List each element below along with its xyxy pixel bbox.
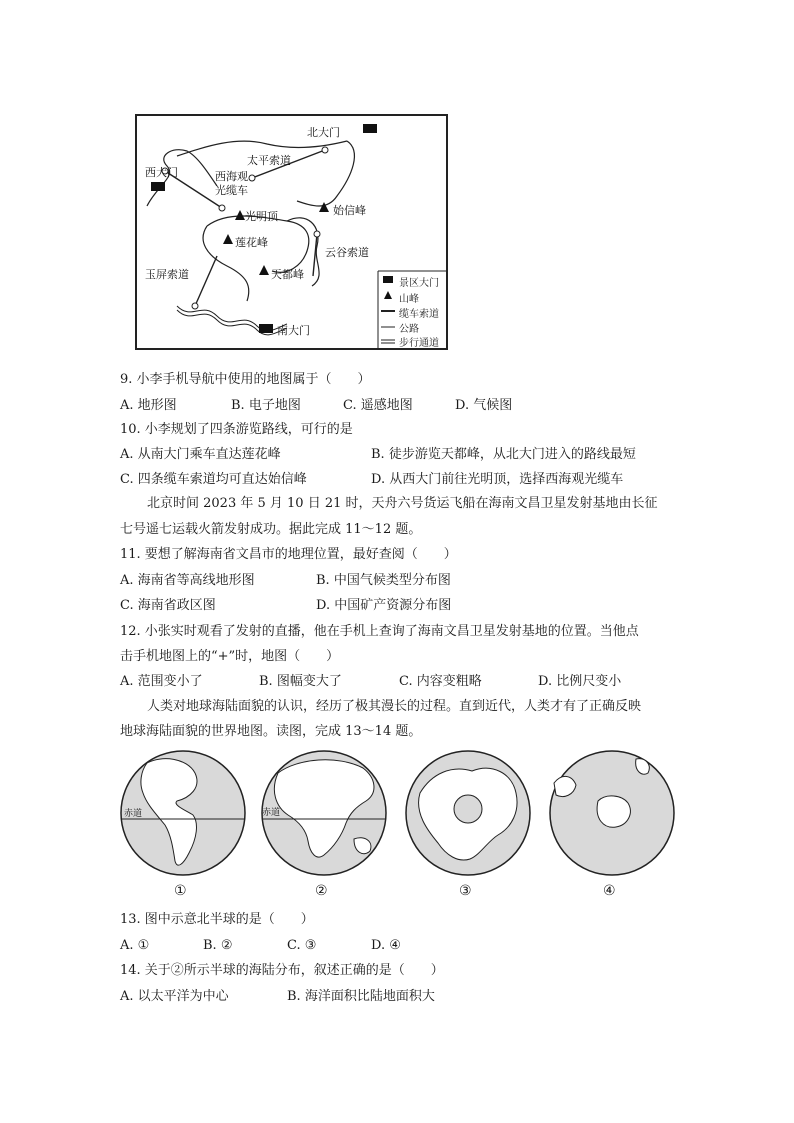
passage2-line1: 人类对地球海陆面貌的认识，经历了极其漫长的过程。直到近代，人类才有了正确反映 bbox=[147, 699, 642, 714]
q9-option-c: C. 遥感地图 bbox=[343, 398, 413, 413]
map-label-shixin-peak: 始信峰 bbox=[333, 204, 366, 217]
q13-stem: 13. 图中示意北半球的是（ ） bbox=[120, 912, 314, 927]
q13-option-d: D. ④ bbox=[371, 938, 401, 953]
globe-1-equator-label: 赤道 bbox=[124, 809, 143, 819]
map-label-tiandu-peak: 天都峰 bbox=[271, 268, 304, 281]
globe-panel-1 bbox=[117, 743, 249, 905]
passage1-line1: 北京时间 2023 年 5 月 10 日 21 时，天舟六号货运飞船在海南文昌卫星发射基地由长征 bbox=[147, 496, 658, 511]
globe-panel-4 bbox=[546, 743, 678, 905]
globe-3-label: ③ bbox=[459, 883, 472, 899]
q9-stem: 9. 小李手机导航中使用的地图属于（ ） bbox=[120, 372, 371, 387]
q11-option-d: D. 中国矿产资源分布图 bbox=[316, 598, 452, 613]
map-label-south-gate: 南大门 bbox=[277, 324, 310, 337]
passage2-line2: 地球海陆面貌的世界地图。读图，完成 13～14 题。 bbox=[120, 724, 422, 739]
map-label-xihai-line1: 西海观 bbox=[215, 170, 248, 183]
q13-option-b: B. ② bbox=[203, 938, 233, 953]
q10-option-c: C. 四条缆车索道均可直达始信峰 bbox=[120, 472, 307, 487]
map-label-xihai-line2: 光缆车 bbox=[215, 184, 248, 197]
q9-option-d: D. 气候图 bbox=[455, 398, 513, 413]
globe-1-label: ① bbox=[174, 883, 187, 899]
q13-option-a: A. ① bbox=[120, 938, 150, 953]
map-label-taiping-cableway: 太平索道 bbox=[247, 154, 291, 167]
map-label-lianhua-peak: 莲花峰 bbox=[235, 236, 268, 249]
q14-option-a: A. 以太平洋为中心 bbox=[120, 989, 229, 1004]
globe-3-northern-hemisphere bbox=[402, 743, 534, 883]
q11-option-a: A. 海南省等高线地形图 bbox=[120, 573, 255, 588]
map-label-west-gate: 西大门 bbox=[145, 166, 178, 179]
q14-stem: 14. 关于②所示半球的海陆分布，叙述正确的是（ ） bbox=[120, 963, 444, 978]
q12-option-b: B. 图幅变大了 bbox=[259, 674, 342, 689]
legend-cable: 缆车索道 bbox=[399, 309, 439, 320]
map-label-yungu-cableway: 云谷索道 bbox=[325, 246, 369, 259]
q10-option-d: D. 从西大门前往光明顶，选择西海观光缆车 bbox=[371, 472, 624, 487]
globe-panel-2 bbox=[258, 743, 390, 905]
q12-stem-line2: 击手机地图上的“+”时，地图（ ） bbox=[120, 649, 340, 664]
legend-trail: 步行通道 bbox=[399, 338, 439, 349]
legend-road: 公路 bbox=[399, 324, 419, 335]
globe-4-label: ④ bbox=[603, 883, 616, 899]
globe-2-equator-label: 赤道 bbox=[262, 808, 281, 818]
q11-option-b: B. 中国气候类型分布图 bbox=[316, 573, 451, 588]
q13-option-c: C. ③ bbox=[287, 938, 317, 953]
q10-stem: 10. 小李规划了四条游览路线，可行的是 bbox=[120, 422, 353, 437]
q12-option-d: D. 比例尺变小 bbox=[538, 674, 622, 689]
q10-option-b: B. 徒步游览天都峰，从北大门进入的路线最短 bbox=[371, 447, 636, 462]
legend-peak: 山峰 bbox=[399, 294, 419, 305]
q12-option-a: A. 范围变小了 bbox=[120, 674, 203, 689]
scenic-area-map bbox=[135, 114, 448, 350]
globe-4-southern-hemisphere bbox=[546, 743, 678, 883]
map-label-guangming-peak: 光明顶 bbox=[245, 210, 278, 223]
q12-stem-line1: 12. 小张实时观看了发射的直播，他在手机上查询了海南文昌卫星发射基地的位置。当他点 bbox=[120, 624, 639, 639]
passage1-line2: 七号遥七运载火箭发射成功。据此完成 11～12 题。 bbox=[120, 522, 422, 537]
legend-gate: 景区大门 bbox=[399, 278, 439, 289]
q11-option-c: C. 海南省政区图 bbox=[120, 598, 216, 613]
globe-panel-3 bbox=[402, 743, 534, 905]
q12-option-c: C. 内容变粗略 bbox=[399, 674, 482, 689]
map-label-north-gate: 北大门 bbox=[307, 126, 340, 139]
q14-option-b: B. 海洋面积比陆地面积大 bbox=[287, 989, 435, 1004]
q11-stem: 11. 要想了解海南省文昌市的地理位置，最好查阅（ ） bbox=[120, 547, 457, 562]
q9-option-a: A. 地形图 bbox=[120, 398, 177, 413]
q10-option-a: A. 从南大门乘车直达莲花峰 bbox=[120, 447, 281, 462]
q9-option-b: B. 电子地图 bbox=[231, 398, 301, 413]
map-label-yuping-cableway: 玉屏索道 bbox=[145, 268, 189, 281]
globe-2-label: ② bbox=[315, 883, 328, 899]
